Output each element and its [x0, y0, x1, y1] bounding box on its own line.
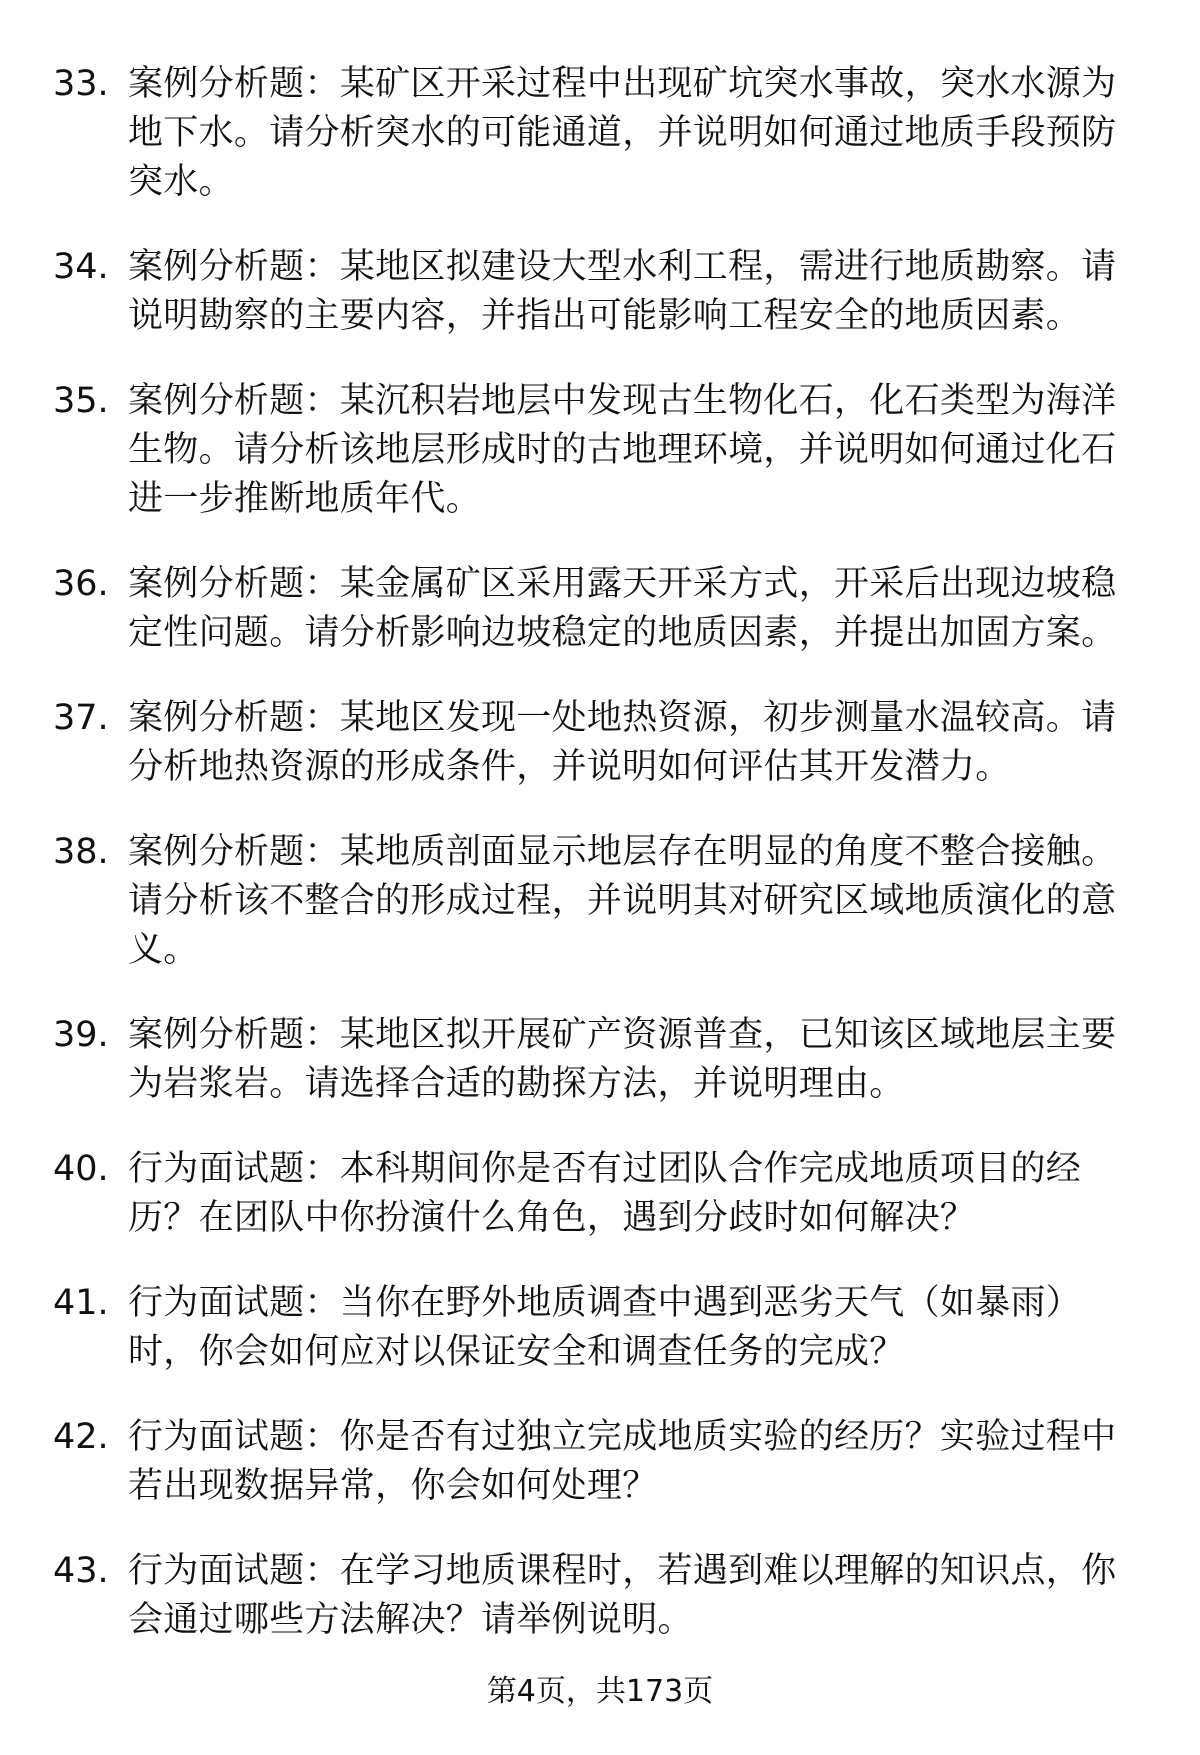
question-number: 35. [53, 381, 109, 421]
question-text-line: 历？在团队中你扮演什么角色，遇到分歧时如何解决？ [128, 1198, 976, 1238]
question-text-line: 分析地热资源的形成条件，并说明如何评估其开发潜力。 [128, 747, 1011, 787]
question-number: 42. [53, 1417, 109, 1457]
question-item [0, 377, 1200, 524]
question-item [0, 1145, 1200, 1243]
question-item [0, 1547, 1200, 1645]
question-number: 38. [53, 832, 109, 872]
question-text-line: 突水。 [128, 162, 234, 202]
question-text-line: 案例分析题：某地质剖面显示地层存在明显的角度不整合接触。 [128, 832, 1117, 872]
question-item [0, 828, 1200, 975]
question-text-line: 案例分析题：某地区拟开展矿产资源普查，已知该区域地层主要 [128, 1015, 1117, 1055]
question-text-line: 地下水。请分析突水的可能通道，并说明如何通过地质手段预防 [128, 113, 1117, 153]
question-number: 39. [53, 1015, 109, 1055]
question-text-line: 案例分析题：某沉积岩地层中发现古生物化石，化石类型为海洋 [128, 381, 1117, 421]
question-text-line: 会通过哪些方法解决？请举例说明。 [128, 1600, 693, 1640]
question-number: 41. [53, 1283, 109, 1323]
question-number: 34. [53, 247, 109, 287]
question-number: 33. [53, 64, 109, 104]
question-text-line: 请分析该不整合的形成过程，并说明其对研究区域地质演化的意 [128, 881, 1117, 921]
question-text-line: 若出现数据异常，你会如何处理？ [128, 1466, 658, 1506]
question-item [0, 1011, 1200, 1109]
question-text-line: 为岩浆岩。请选择合适的勘探方法，并说明理由。 [128, 1064, 905, 1104]
question-text-line: 定性问题。请分析影响边坡稳定的地质因素，并提出加固方案。 [128, 613, 1117, 653]
question-text-line: 行为面试题：在学习地质课程时，若遇到难以理解的知识点，你 [128, 1551, 1117, 1591]
question-item [0, 560, 1200, 658]
page-number: 第4页，共173页 [486, 1674, 714, 1709]
question-text-line: 说明勘察的主要内容，并指出可能影响工程安全的地质因素。 [128, 296, 1082, 336]
question-text-line: 案例分析题：某金属矿区采用露天开采方式，开采后出现边坡稳 [128, 564, 1117, 604]
question-number: 40. [53, 1149, 109, 1189]
question-text-line: 案例分析题：某地区拟建设大型水利工程，需进行地质勘察。请 [128, 247, 1117, 287]
question-text-line: 案例分析题：某矿区开采过程中出现矿坑突水事故，突水水源为 [128, 64, 1117, 104]
question-text-line: 行为面试题：你是否有过独立完成地质实验的经历？实验过程中 [128, 1417, 1117, 1457]
question-text-line: 案例分析题：某地区发现一处地热资源，初步测量水温较高。请 [128, 698, 1117, 738]
question-text-line: 生物。请分析该地层形成时的古地理环境，并说明如何通过化石 [128, 430, 1117, 470]
question-number: 37. [53, 698, 109, 738]
question-text-line: 义。 [128, 930, 199, 970]
question-number: 43. [53, 1551, 109, 1591]
question-text-line: 进一步推断地质年代。 [128, 479, 482, 519]
question-item [0, 694, 1200, 792]
question-item [0, 1413, 1200, 1511]
question-text-line: 时，你会如何应对以保证安全和调查任务的完成？ [128, 1332, 905, 1372]
question-list [0, 60, 1200, 1681]
question-text-line: 行为面试题：本科期间你是否有过团队合作完成地质项目的经 [128, 1149, 1082, 1189]
question-text-line: 行为面试题：当你在野外地质调查中遇到恶劣天气（如暴雨） [128, 1283, 1082, 1323]
question-number: 36. [53, 564, 109, 604]
question-item [0, 1279, 1200, 1377]
question-item [0, 60, 1200, 207]
question-item [0, 243, 1200, 341]
